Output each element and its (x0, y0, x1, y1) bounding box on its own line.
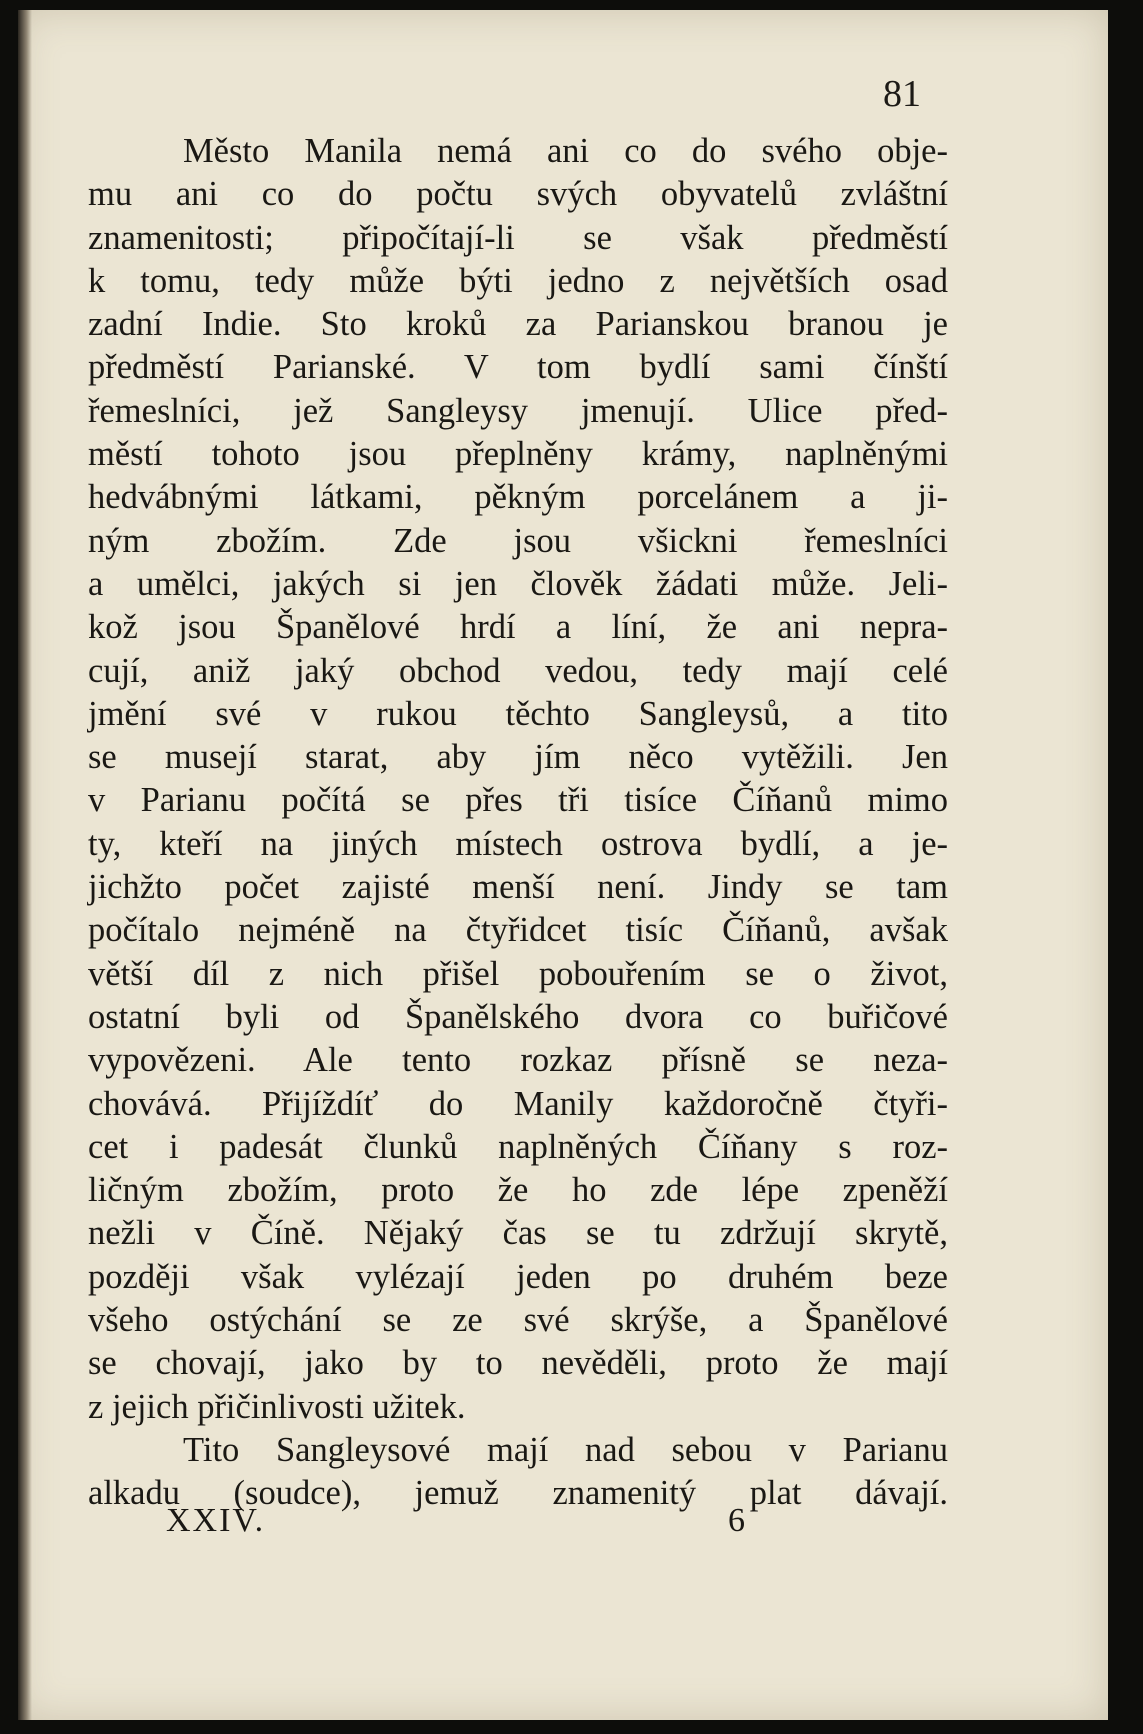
text-line: ným zbožím. Zde jsou všickni řemeslníci (88, 521, 948, 560)
text-line: cují, aniž jaký obchod vedou, tedy mají celé (88, 651, 948, 690)
text-line: cet i padesát člunků naplněných Číňany s roz- (88, 1127, 948, 1166)
text-line: všeho ostýchání se ze své skrýše, a Španělové (88, 1301, 948, 1340)
text-line: Město Manila nemá ani co do svého obje- (183, 132, 948, 170)
book-page (18, 10, 1108, 1720)
text-line: chovává. Přijíždíť do Manily každoročně čtyři- (88, 1084, 948, 1123)
text-line: kož jsou Španělové hrdí a líní, že ani nepra- (88, 608, 948, 647)
text-line: jmění své v rukou těchto Sangleysů, a tito (88, 694, 948, 733)
text-line: jichžto počet zajisté menší není. Jindy se tam (88, 868, 948, 907)
text-line: mu ani co do počtu svých obyvatelů zvláštní (88, 175, 948, 214)
text-line: se musejí starat, aby jím něco vytěžili. Jen (88, 738, 948, 777)
signature-mark: XXIV. (166, 1502, 266, 1539)
text-line: se chovají, jako by to nevěděli, proto že mají (88, 1344, 948, 1383)
text-line: k tomu, tedy může býti jedno z největších osad (88, 261, 948, 300)
sheet-number: 6 (728, 1502, 745, 1539)
binding-edge (18, 10, 32, 1720)
body-text (88, 130, 948, 1516)
text-line: počítalo nejméně na čtyřidcet tisíc Číňanů, avšak (88, 911, 948, 950)
page-footer (88, 1502, 948, 1545)
text-line: ličným zbožím, proto že ho zde lépe zpeněží (88, 1171, 948, 1210)
text-line: hedvábnými látkami, pěkným porcelánem a ji- (88, 478, 948, 517)
text-line: předměstí Parianské. V tom bydlí sami čínští (88, 348, 948, 387)
text-line: zadní Indie. Sto kroků za Parianskou branou je (88, 305, 948, 344)
text-line: nežli v Číně. Nějaký čas se tu zdržují skrytě, (88, 1214, 948, 1253)
text-line: v Parianu počítá se přes tři tisíce Číňanů mimo (88, 781, 948, 820)
text-line: znamenitosti; připočítají-li se však předměstí (88, 218, 948, 257)
text-line: řemeslníci, jež Sangleysy jmenují. Ulice před- (88, 391, 948, 430)
text-line: později však vylézají jeden po druhém beze (88, 1257, 948, 1296)
text-line: a umělci, jakých si jen člověk žádati může. Jeli- (88, 564, 948, 603)
text-line: větší díl z nich přišel pobouřením se o život, (88, 954, 948, 993)
page-number: 81 (883, 73, 921, 115)
text-line: ty, kteří na jiných místech ostrova bydlí, a je- (88, 824, 948, 863)
text-line: ostatní byli od Španělského dvora co buřičové (88, 997, 948, 1036)
text-line: alkadu (soudce), jemuž znamenitý plat dávají. (88, 1474, 948, 1513)
text-line: městí tohoto jsou přeplněny krámy, naplněnými (88, 435, 948, 474)
text-line: vypovězeni. Ale tento rozkaz přísně se neza- (88, 1041, 948, 1080)
text-line: Tito Sangleysové mají nad sebou v Parianu (183, 1430, 948, 1469)
text-line: z jejich přičinlivosti užitek. (88, 1387, 466, 1426)
